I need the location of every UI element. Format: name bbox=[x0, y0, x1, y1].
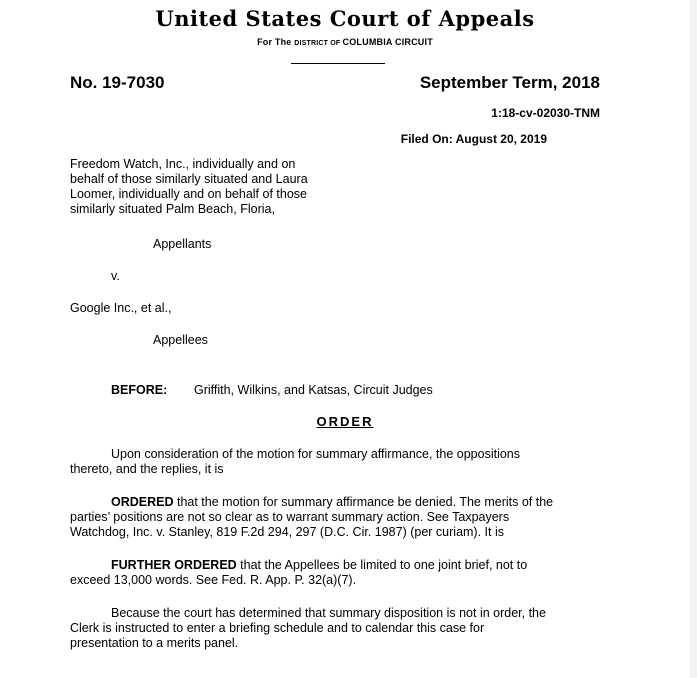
paragraph-line: thereto, and the replies, it is bbox=[70, 462, 224, 476]
appellants-label: Appellants bbox=[153, 237, 212, 251]
header-divider bbox=[291, 63, 385, 64]
order-paragraph-4 bbox=[70, 606, 546, 651]
appellants-line: similarly situated Palm Beach, Floria, bbox=[70, 202, 275, 216]
court-district bbox=[0, 37, 690, 47]
paragraph-line: Because the court has determined that summary disposition is not in order, the bbox=[111, 606, 546, 620]
court-name: United States Court of Appeals bbox=[155, 6, 535, 31]
appellants-line: Freedom Watch, Inc., individually and on bbox=[70, 157, 296, 171]
court-term: September Term, 2018 bbox=[419, 73, 600, 92]
district-prefix: For The bbox=[257, 37, 295, 47]
paragraph-line: Upon consideration of the motion for summary affirmance, the oppositions bbox=[111, 447, 521, 461]
ordered-label: ORDERED bbox=[111, 495, 174, 509]
further-ordered-label: FURTHER ORDERED bbox=[111, 558, 237, 572]
paragraph-line: Clerk is instructed to enter a briefing schedule and to calendar this case for bbox=[70, 621, 485, 635]
district-rest: COLUMBIA CIRCUIT bbox=[342, 37, 433, 47]
paragraph-line: exceed 13,000 words. See Fed. R. App. P. 32(a)(7). bbox=[70, 573, 357, 587]
paragraph-line bbox=[70, 495, 553, 510]
paragraph-line bbox=[70, 558, 527, 573]
order-paragraph-1 bbox=[70, 447, 520, 477]
versus: v. bbox=[111, 269, 120, 283]
paragraph-text: that the Appellees be limited to one joint brief, not to bbox=[236, 558, 528, 572]
viewer-background bbox=[690, 0, 697, 678]
docket-number: No. 19-7030 bbox=[70, 73, 165, 92]
paragraph-line: parties’ positions are not so clear as to warrant summary action. See Taxpayers bbox=[70, 510, 510, 524]
paragraph-line: Watchdog, Inc. v. Stanley, 819 F.2d 294, 297 (D.C. Cir. 1987) (per curiam). It is bbox=[70, 525, 504, 539]
order-paragraph-3 bbox=[70, 558, 527, 588]
district-word: DISTRICT bbox=[294, 40, 329, 47]
paragraph-line: presentation to a merits panel. bbox=[70, 636, 239, 650]
lower-case-number: 1:18-cv-02030-TNM bbox=[491, 106, 600, 120]
panel-judges: Griffith, Wilkins, and Katsas, Circuit Judges bbox=[194, 383, 433, 397]
district-of: OF bbox=[328, 40, 343, 47]
before-label: BEFORE: bbox=[111, 383, 168, 397]
appellants-names bbox=[70, 157, 308, 217]
appellants-line: Loomer, individually and on behalf of those bbox=[70, 187, 307, 201]
order-heading: ORDER bbox=[316, 414, 374, 429]
paragraph-text: that the motion for summary affirmance be denied. The merits of the bbox=[173, 495, 554, 509]
appellees-label: Appellees bbox=[153, 333, 208, 347]
filed-date: Filed On: August 20, 2019 bbox=[400, 132, 547, 146]
order-paragraph-2 bbox=[70, 495, 553, 540]
appellants-line: behalf of those similarly situated and Laura bbox=[70, 172, 308, 186]
appellees-name: Google Inc., et al., bbox=[70, 301, 172, 315]
